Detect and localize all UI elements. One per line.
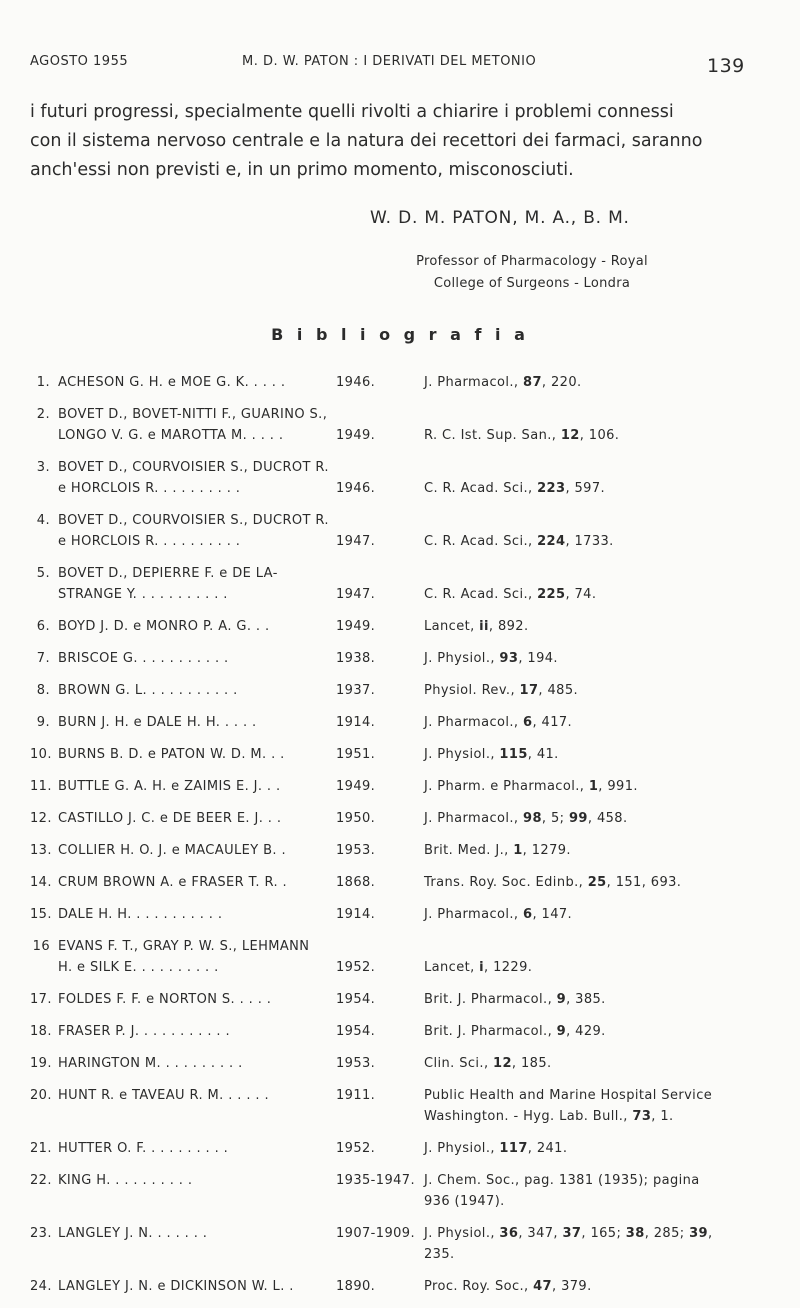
header-date: AGOSTO 1955 <box>30 54 129 69</box>
reference-number: 4. <box>36 513 50 528</box>
reference-authors: CRUM BROWN A. e FRASER T. R. . <box>58 875 288 890</box>
reference-entry <box>30 808 770 829</box>
reference-year: 1938. <box>336 651 376 666</box>
reference-citation: J. Pharmacol., 6, 147. <box>424 907 573 922</box>
reference-year: 1946. <box>336 375 376 390</box>
reference-year: 1952. <box>336 1141 376 1156</box>
reference-citation: Proc. Roy. Soc., 47, 379. <box>424 1279 592 1294</box>
reference-number: 1. <box>36 375 50 390</box>
reference-number: 20. <box>30 1088 52 1103</box>
reference-citation: Trans. Roy. Soc. Edinb., 25, 151, 693. <box>424 875 682 890</box>
reference-authors: BURN J. H. e DALE H. H. . . . . <box>58 715 257 730</box>
reference-citation: Brit. J. Pharmacol., 9, 429. <box>424 1024 606 1039</box>
reference-entry <box>30 457 770 499</box>
reference-citation: J. Chem. Soc., pag. 1381 (1935); pagina <box>424 1173 700 1188</box>
reference-number: 10. <box>30 747 52 762</box>
reference-entry <box>30 616 770 637</box>
reference-entry <box>30 372 770 393</box>
reference-year: 1949. <box>336 779 376 794</box>
intro-line: i futuri progressi, specialmente quelli rivolti a chiarire i problemi connessi <box>30 102 674 122</box>
reference-year: 1952. <box>336 960 376 975</box>
reference-authors: LANGLEY J. N. . . . . . . <box>58 1226 208 1241</box>
reference-year: 1947. <box>336 587 376 602</box>
reference-authors: BROWN G. L. . . . . . . . . . . <box>58 683 238 698</box>
intro-paragraph <box>30 98 736 185</box>
reference-year: 1953. <box>336 1056 376 1071</box>
reference-authors: HUNT R. e TAVEAU R. M. . . . . . <box>58 1088 269 1103</box>
reference-number: 24. <box>30 1279 52 1294</box>
reference-authors: e HORCLOIS R. . . . . . . . . . <box>58 534 241 549</box>
reference-entry <box>30 840 770 861</box>
reference-number: 19. <box>30 1056 52 1071</box>
reference-year: 1954. <box>336 992 376 1007</box>
intro-line: anch'essi non previsti e, in un primo momento, misconosciuti. <box>30 160 574 180</box>
reference-number: 15. <box>30 907 52 922</box>
reference-citation: Physiol. Rev., 17, 485. <box>424 683 579 698</box>
reference-number: 18. <box>30 1024 52 1039</box>
reference-authors: KING H. . . . . . . . . . <box>58 1173 193 1188</box>
reference-authors: ACHESON G. H. e MOE G. K. . . . . <box>58 375 286 390</box>
reference-number: 8. <box>36 683 50 698</box>
reference-citation: Brit. J. Pharmacol., 9, 385. <box>424 992 606 1007</box>
reference-authors: FRASER P. J. . . . . . . . . . . <box>58 1024 230 1039</box>
reference-number: 7. <box>36 651 50 666</box>
reference-entry <box>30 1021 770 1042</box>
reference-entry <box>30 904 770 925</box>
reference-citation: Brit. Med. J., 1, 1279. <box>424 843 571 858</box>
reference-year: 1907-1909. <box>336 1226 415 1241</box>
reference-number: 13. <box>30 843 52 858</box>
reference-number: 23. <box>30 1226 52 1241</box>
reference-citation: Lancet, i, 1229. <box>424 960 533 975</box>
reference-entry <box>30 712 770 733</box>
reference-entry <box>30 776 770 797</box>
reference-authors: BUTTLE G. A. H. e ZAIMIS E. J. . . <box>58 779 281 794</box>
reference-authors: BOVET D., COURVOISIER S., DUCROT R. <box>58 513 329 528</box>
reference-year: 1914. <box>336 907 376 922</box>
reference-authors: COLLIER H. O. J. e MACAULEY B. . <box>58 843 287 858</box>
reference-citation: J. Physiol., 93, 194. <box>424 651 558 666</box>
reference-authors: BOVET D., DEPIERRE F. e DE LA- <box>58 566 278 581</box>
reference-authors: LANGLEY J. N. e DICKINSON W. L. . <box>58 1279 294 1294</box>
affiliation-line: College of Surgeons - Londra <box>433 276 631 291</box>
reference-citation: C. R. Acad. Sci., 225, 74. <box>424 587 597 602</box>
reference-citation: J. Physiol., 115, 41. <box>424 747 559 762</box>
reference-authors: EVANS F. T., GRAY P. W. S., LEHMANN <box>58 939 310 954</box>
reference-entry <box>30 936 770 978</box>
reference-number: 21. <box>30 1141 52 1156</box>
reference-number: 5. <box>36 566 50 581</box>
reference-number: 3. <box>36 460 50 475</box>
reference-citation: Lancet, ii, 892. <box>424 619 529 634</box>
reference-year: 1890. <box>336 1279 376 1294</box>
author-affiliation <box>372 251 692 295</box>
header-running-title: M. D. W. PATON : I DERIVATI DEL METONIO <box>242 54 537 69</box>
reference-entry <box>30 510 770 552</box>
reference-authors: H. e SILK E. . . . . . . . . . <box>58 960 219 975</box>
reference-number: 22. <box>30 1173 52 1188</box>
reference-authors: BRISCOE G. . . . . . . . . . . <box>58 651 229 666</box>
reference-citation: R. C. Ist. Sup. San., 12, 106. <box>424 428 620 443</box>
reference-year: 1951. <box>336 747 376 762</box>
reference-citation: J. Pharmacol., 6, 417. <box>424 715 573 730</box>
reference-citation: 936 (1947). <box>424 1194 505 1209</box>
author-signature: W. D. M. PATON, M. A., B. M. <box>370 208 630 228</box>
reference-entry <box>30 989 770 1010</box>
reference-number: 16 <box>32 939 50 954</box>
reference-citation: C. R. Acad. Sci., 223, 597. <box>424 481 606 496</box>
reference-year: 1953. <box>336 843 376 858</box>
reference-authors: BOVET D., BOVET-NITTI F., GUARINO S., <box>58 407 328 422</box>
reference-citation: Clin. Sci., 12, 185. <box>424 1056 552 1071</box>
reference-authors: STRANGE Y. . . . . . . . . . . <box>58 587 228 602</box>
reference-number: 6. <box>36 619 50 634</box>
reference-year: 1914. <box>336 715 376 730</box>
reference-year: 1949. <box>336 428 376 443</box>
reference-entry <box>30 1138 770 1159</box>
reference-entry <box>30 1223 770 1265</box>
reference-citation: C. R. Acad. Sci., 224, 1733. <box>424 534 614 549</box>
reference-authors: DALE H. H. . . . . . . . . . . <box>58 907 223 922</box>
reference-entry <box>30 872 770 893</box>
reference-authors: e HORCLOIS R. . . . . . . . . . <box>58 481 241 496</box>
reference-year: 1954. <box>336 1024 376 1039</box>
reference-number: 17. <box>30 992 52 1007</box>
reference-year: 1935-1947. <box>336 1173 415 1188</box>
reference-citation: 235. <box>424 1247 455 1262</box>
reference-citation: J. Physiol., 36, 347, 37, 165; 38, 285; 39, <box>424 1226 713 1241</box>
reference-entry <box>30 1276 770 1297</box>
reference-number: 14. <box>30 875 52 890</box>
bibliography-heading: B i b l i o g r a f i a <box>271 325 529 344</box>
reference-authors: LONGO V. G. e MAROTTA M. . . . . <box>58 428 284 443</box>
reference-entry <box>30 1085 770 1127</box>
reference-year: 1868. <box>336 875 376 890</box>
reference-citation: J. Physiol., 117, 241. <box>424 1141 568 1156</box>
bibliography-list <box>30 372 770 1308</box>
reference-number: 11. <box>30 779 52 794</box>
reference-authors: BOVET D., COURVOISIER S., DUCROT R. <box>58 460 329 475</box>
reference-entry <box>30 563 770 605</box>
reference-year: 1947. <box>336 534 376 549</box>
reference-authors: CASTILLO J. C. e DE BEER E. J. . . <box>58 811 282 826</box>
reference-entry <box>30 1170 770 1212</box>
reference-citation: Washington. - Hyg. Lab. Bull., 73, 1. <box>424 1109 674 1124</box>
reference-citation: Public Health and Marine Hospital Service <box>424 1088 713 1103</box>
reference-number: 2. <box>36 407 50 422</box>
reference-authors: HUTTER O. F. . . . . . . . . . <box>58 1141 229 1156</box>
reference-citation: J. Pharm. e Pharmacol., 1, 991. <box>424 779 638 794</box>
reference-citation: J. Pharmacol., 98, 5; 99, 458. <box>424 811 628 826</box>
reference-year: 1949. <box>336 619 376 634</box>
reference-year: 1911. <box>336 1088 376 1103</box>
reference-year: 1950. <box>336 811 376 826</box>
reference-number: 12. <box>30 811 52 826</box>
reference-citation: J. Pharmacol., 87, 220. <box>424 375 582 390</box>
reference-year: 1937. <box>336 683 376 698</box>
reference-authors: HARINGTON M. . . . . . . . . . <box>58 1056 243 1071</box>
affiliation-line: Professor of Pharmacology - Royal <box>416 254 648 269</box>
reference-entry <box>30 648 770 669</box>
reference-authors: FOLDES F. F. e NORTON S. . . . . <box>58 992 272 1007</box>
reference-entry <box>30 1053 770 1074</box>
reference-number: 9. <box>36 715 50 730</box>
reference-entry <box>30 680 770 701</box>
reference-entry <box>30 744 770 765</box>
reference-authors: BOYD J. D. e MONRO P. A. G. . . <box>58 619 270 634</box>
intro-line: con il sistema nervoso centrale e la natura dei recettori dei farmaci, saranno <box>30 131 703 151</box>
reference-entry <box>30 404 770 446</box>
reference-year: 1946. <box>336 481 376 496</box>
reference-authors: BURNS B. D. e PATON W. D. M. . . <box>58 747 285 762</box>
page-number: 139 <box>707 55 745 77</box>
